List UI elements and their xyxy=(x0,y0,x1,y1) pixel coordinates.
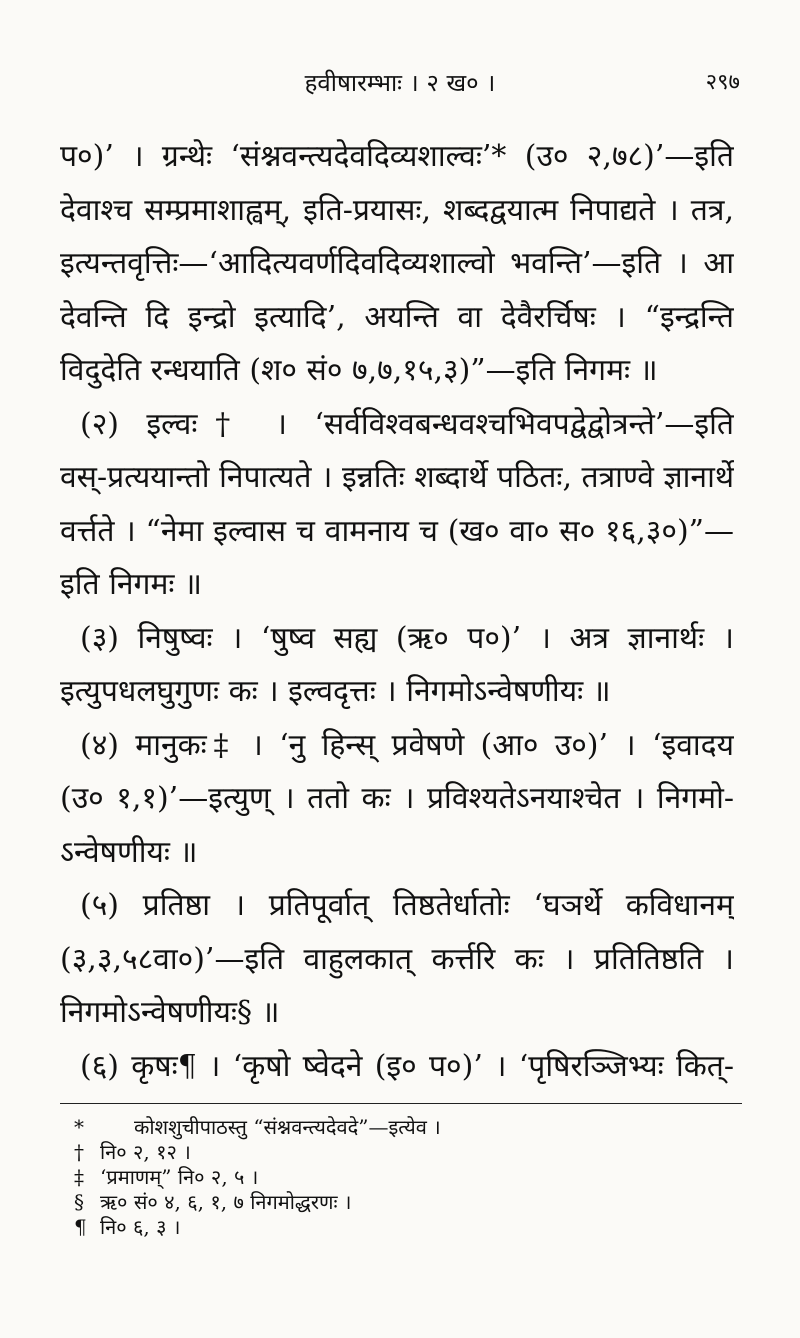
page-number: २९७ xyxy=(705,70,740,95)
footnote-mark: † xyxy=(74,1140,84,1164)
footnote-text: कोशशुचीपाठस्तु “संश्नवन्त्यदेवदे”—इत्येव । xyxy=(134,1115,441,1139)
footnote-text: नि० ६, ३ । xyxy=(100,1215,181,1239)
text-line: (३) निषुष्वः । ‘षुष्व सह्य (ऋ० प०)’ । अत्र ज्ञानार्थः । xyxy=(80,620,734,656)
footnote xyxy=(74,1140,740,1165)
footnote xyxy=(74,1215,740,1240)
text-line: प०)’ । ग्रन्थेः ‘संश्नवन्त्यदेवदिव्यशाल्वः’* (उ० २,७८)’—इति xyxy=(60,139,734,174)
footnote-mark: * xyxy=(74,1115,84,1139)
text-line: (५) प्रतिष्ठा । प्रतिपूर्वात् तिष्ठतेर्धातोः ‘घञर्थे कविधानम् xyxy=(80,888,734,923)
page-header xyxy=(60,66,740,98)
text-line: (२) इल्वः† । ‘सर्वविश्वबन्धवश्चभिवपद्वेद्वोत्रन्ते’—इति xyxy=(80,406,734,442)
footnote-text: ‘प्रमाणम्” नि० २, ५ । xyxy=(100,1165,259,1189)
footnote xyxy=(74,1165,740,1190)
running-title: हवीषारम्भाः । २ ख० । xyxy=(304,69,496,97)
text-line: (३,३,५८वा०)’—इति वाहुलकात् कर्त्तरि कः । प्रतितिष्ठति । xyxy=(60,941,734,977)
footnote-text: नि० २, १२ । xyxy=(100,1140,191,1164)
footnote-text: ऋ० सं० ४, ६, १, ७ निगमोद्धरणः । xyxy=(100,1190,352,1214)
text-line: इति निगमः ॥ xyxy=(60,567,202,602)
text-line: इत्युपधलघुगुणः कः । इल्वदृत्तः । निगमोऽन्वेषणीयः ॥ xyxy=(60,674,611,709)
text-line: ऽन्वेषणीयः ॥ xyxy=(60,834,198,870)
text-line: वर्त्तते । “नेमा इल्वास च वामनाय च (ख० वा० स० १६,३०)”— xyxy=(60,513,734,549)
text-line: विदुदेति रन्धयाति (श० सं० ७,७,१५,३)”—इति निगमः ॥ xyxy=(60,353,658,388)
body-text xyxy=(60,130,734,1093)
text-line: (उ० १,१)’—इत्युण् । ततो कः । प्रविश्यतेऽनयाश्चेत । निगमो- xyxy=(60,781,734,816)
text-line: देवाश्च सम्प्रमाशाह्वम्, इति-प्रयासः, शब्दद्वयात्म निपाद्यते । तत्र, xyxy=(60,192,734,228)
footnote-mark: ¶ xyxy=(74,1215,87,1239)
footnote-divider xyxy=(60,1103,742,1104)
footnote-mark: § xyxy=(74,1190,84,1214)
text-line: वस्-प्रत्ययान्तो निपात्यते । इन्नतिः शब्दार्थे पठितः, तत्राण्वे ज्ञानार्थे xyxy=(60,460,734,495)
text-line: निगमोऽन्वेषणीयः§ ॥ xyxy=(60,995,280,1030)
text-line: इत्यन्तवृत्तिः—‘आदित्यवर्णदिवदिव्यशाल्वो भवन्ति’—इति । आ xyxy=(60,246,734,281)
text-line: देवन्ति दि इन्द्रो इत्यादि’, अयन्ति वा देवैरर्चिषः । “इन्द्रन्ति xyxy=(60,299,734,335)
footnote xyxy=(74,1115,740,1140)
footnote xyxy=(74,1190,740,1215)
text-line: (६) कृषः¶ । ‘कृषो ष्वेदने (इ० प०)’ । ‘पृषिरञ्जिभ्यः कित्- xyxy=(80,1048,734,1084)
footnote-mark: ‡ xyxy=(74,1165,84,1189)
text-line: (४) मानुकः‡ । ‘नु हिन्स् प्रवेषणे (आ० उ०)’ । ‘इवादय xyxy=(80,727,734,763)
footnotes xyxy=(74,1115,740,1240)
